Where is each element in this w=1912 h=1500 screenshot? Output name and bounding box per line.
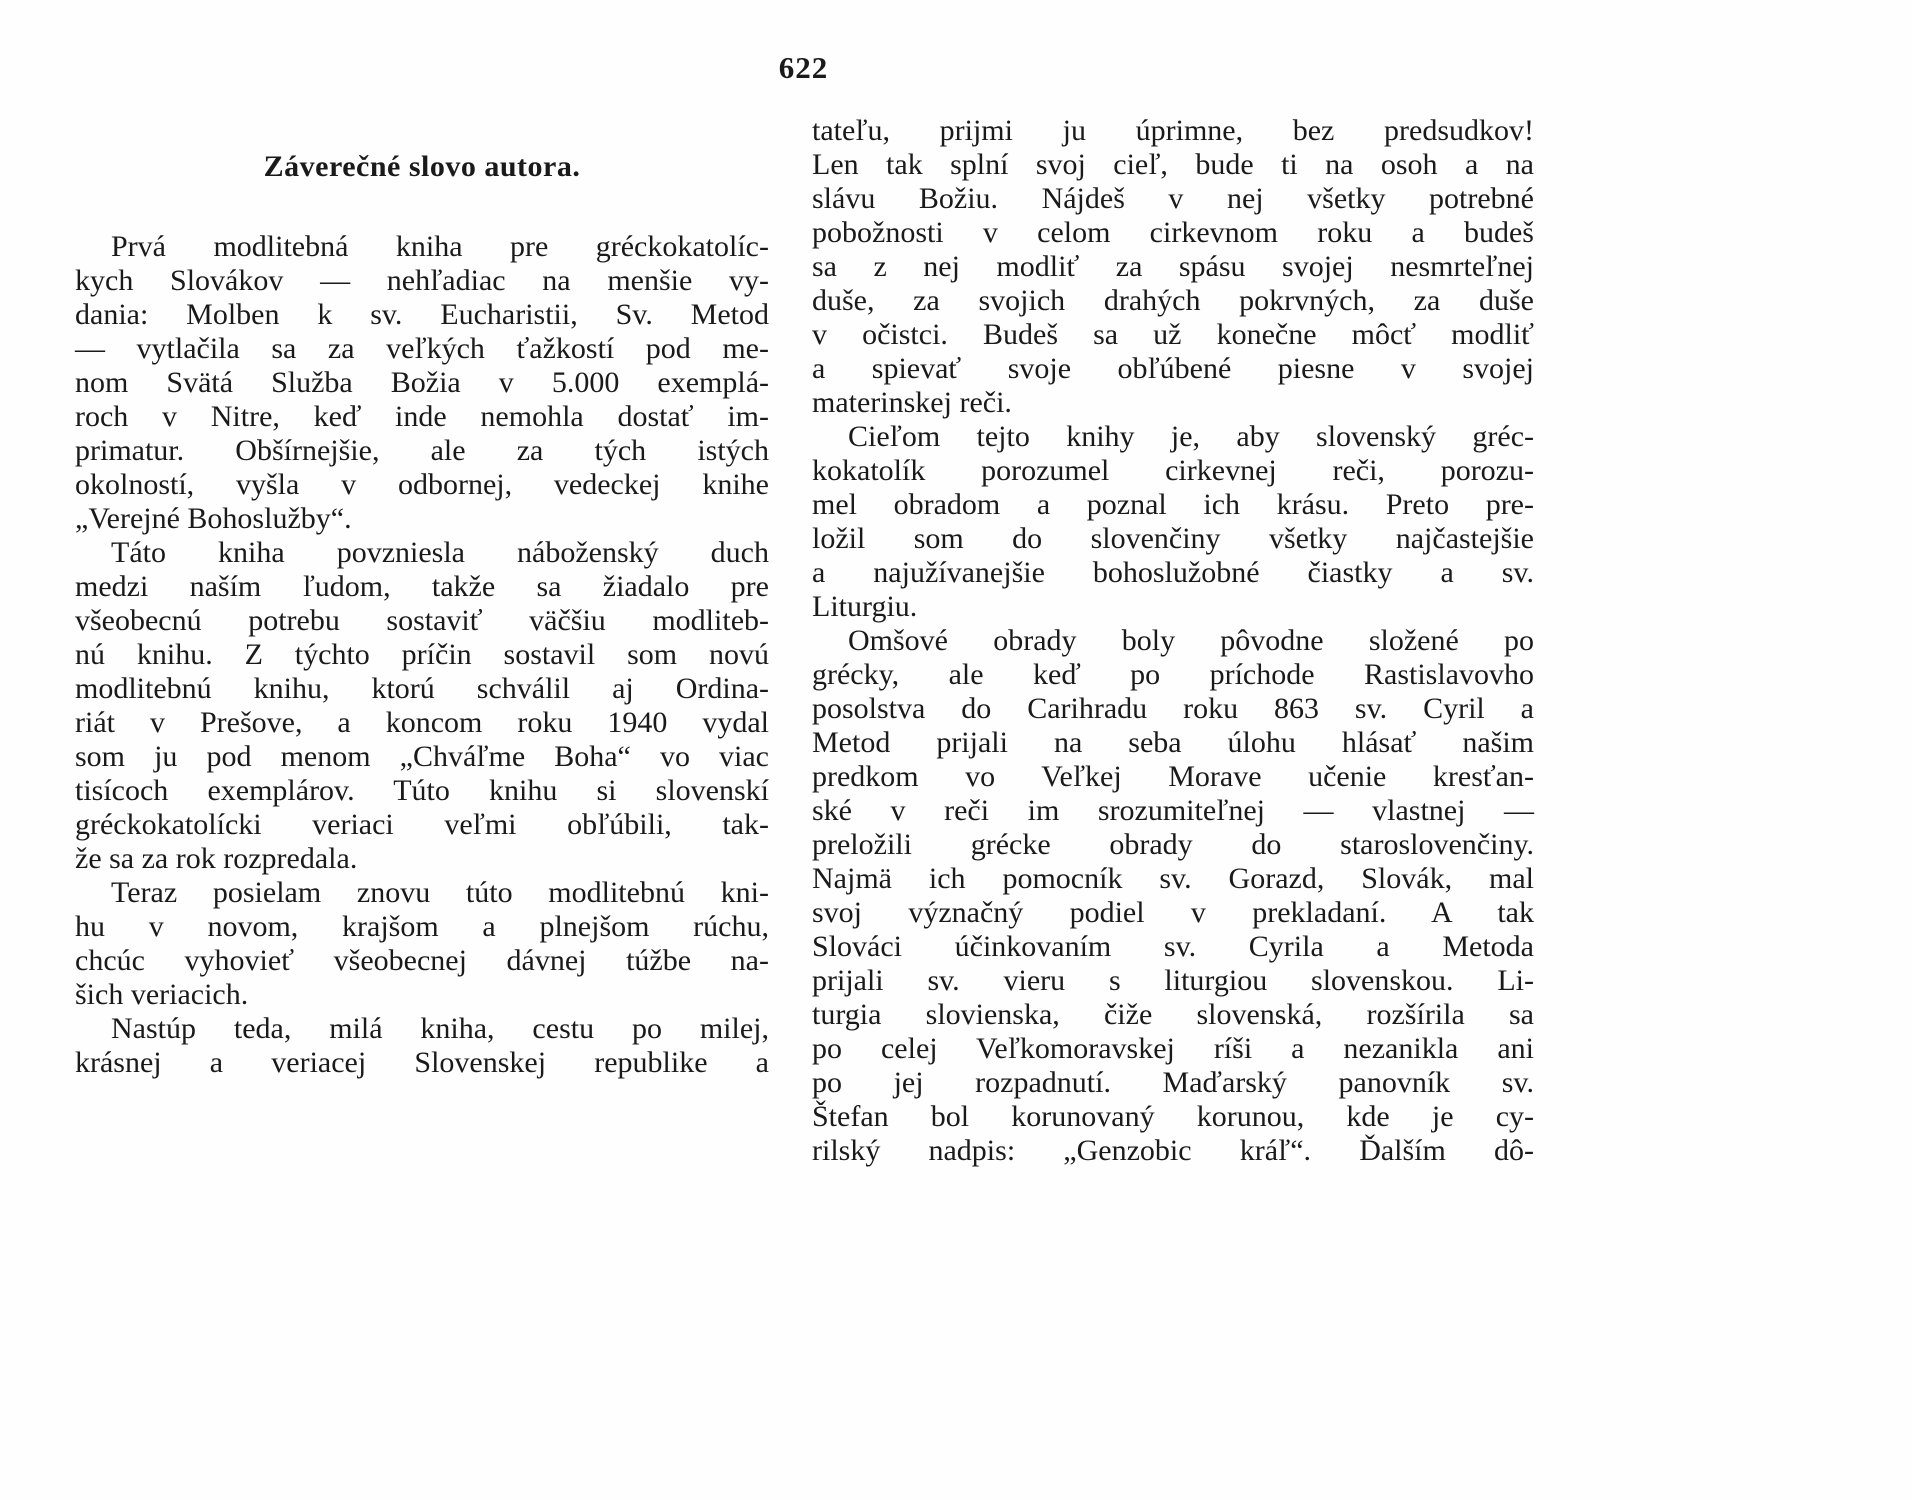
text-line: grécky, ale keď po príchode Rastislavovho (812, 658, 1534, 691)
text-line: Táto kniha povzniesla náboženský duch (111, 536, 769, 569)
text-line: prijali sv. vieru s liturgiou slovenskou. Li- (812, 964, 1534, 997)
text-line: sa z nej modliť za spásu svojej nesmrteľnej (812, 250, 1534, 283)
text-line: Len tak splní svoj cieľ, bude ti na osoh a na (812, 148, 1534, 181)
text-line: riát v Prešove, a koncom roku 1940 vydal (75, 706, 769, 739)
paragraph (75, 1012, 769, 1080)
text-line: že sa za rok rozpredala. (75, 842, 358, 875)
text-line: predkom vo Veľkej Morave učenie kresťan- (812, 760, 1534, 793)
text-line: som ju pod menom „Chváľme Boha“ vo viac (75, 740, 769, 773)
text-line: „Verejné Bohoslužby“. (75, 502, 352, 535)
text-line: primatur. Obšírnejšie, ale za tých istých (75, 434, 769, 467)
text-line: Metod prijali na seba úlohu hlásať našim (812, 726, 1534, 759)
text-line: materinskej reči. (812, 386, 1012, 419)
text-line: kych Slovákov — nehľadiac na menšie vy- (75, 264, 769, 297)
text-line: Prvá modlitebná kniha pre gréckokatolíc- (111, 230, 769, 263)
right-column (812, 114, 1534, 1168)
text-line: tisícoch exemplárov. Túto knihu si slovenskí (75, 774, 769, 807)
text-line: tateľu, prijmi ju úprimne, bez predsudkov! (812, 114, 1534, 147)
text-line: Najmä ich pomocník sv. Gorazd, Slovák, mal (812, 862, 1534, 895)
text-line: okolností, vyšla v odbornej, vedeckej knihe (75, 468, 769, 501)
text-line: medzi naším ľudom, takže sa žiadalo pre (75, 570, 769, 603)
paragraph (75, 230, 769, 536)
text-line: chcúc vyhovieť všeobecnej dávnej túžbe na- (75, 944, 769, 977)
text-line: šich veriacich. (75, 978, 249, 1011)
paragraph (75, 876, 769, 1012)
text-line: Slováci účinkovaním sv. Cyrila a Metoda (812, 930, 1534, 963)
section-heading: Záverečné slovo autora. (263, 150, 581, 183)
page-number: 622 (778, 50, 829, 85)
text-line: slávu Božiu. Nájdeš v nej všetky potrebné (812, 182, 1534, 215)
text-line: modlitebnú knihu, ktorú schválil aj Ordina- (75, 672, 769, 705)
left-column (75, 150, 769, 1080)
text-line: nom Svätá Služba Božia v 5.000 exemplá- (75, 366, 769, 399)
text-line: a spievať svoje obľúbené piesne v svojej (812, 352, 1534, 385)
text-line: ské v reči im srozumiteľnej — vlastnej — (812, 794, 1534, 827)
text-line: Nastúp teda, milá kniha, cestu po milej, (111, 1012, 769, 1045)
paragraph (812, 420, 1534, 624)
text-line: kokatolík porozumel cirkevnej reči, porozu- (812, 454, 1534, 487)
text-line: duše, za svojich drahých pokrvných, za duše (812, 284, 1534, 317)
text-line: Liturgiu. (812, 590, 918, 623)
text-line: gréckokatolícki veriaci veľmi obľúbili, tak- (75, 808, 769, 841)
text-line: všeobecnú potrebu sostaviť väčšiu modliteb- (75, 604, 769, 637)
text-line: rilský nadpis: „Genzobic kráľ“. Ďalším dô- (812, 1134, 1534, 1167)
text-line: v očistci. Budeš sa už konečne môcť modliť (812, 318, 1534, 351)
text-line: posolstva do Carihradu roku 863 sv. Cyril a (812, 692, 1534, 725)
text-line: krásnej a veriacej Slovenskej republike a (75, 1046, 769, 1079)
paragraph (812, 114, 1534, 420)
text-line: preložili grécke obrady do staroslovenčiny. (812, 828, 1534, 861)
text-line: a najužívanejšie bohoslužobné čiastky a sv. (812, 556, 1534, 589)
text-line: hu v novom, krajšom a plnejšom rúchu, (75, 910, 769, 943)
text-line: nú knihu. Z týchto príčin sostavil som novú (75, 638, 769, 671)
text-line: roch v Nitre, keď inde nemohla dostať im- (75, 400, 769, 433)
text-line: Cieľom tejto knihy je, aby slovenský gréc- (848, 420, 1534, 453)
text-line: Štefan bol korunovaný korunou, kde je cy- (812, 1100, 1534, 1133)
text-line: svoj význačný podiel v prekladaní. A tak (812, 896, 1534, 929)
text-line: dania: Molben k sv. Eucharistii, Sv. Metod (75, 298, 769, 331)
text-line: Teraz posielam znovu túto modlitebnú kni- (111, 876, 769, 909)
text-line: pobožnosti v celom cirkevnom roku a budeš (812, 216, 1534, 249)
paragraph (812, 624, 1534, 1168)
text-line: turgia slovienska, čiže slovenská, rozšírila sa (812, 998, 1534, 1031)
text-line: po celej Veľkomoravskej ríši a nezanikla ani (812, 1032, 1534, 1065)
text-line: ložil som do slovenčiny všetky najčastejšie (812, 522, 1534, 555)
paragraph (75, 536, 769, 876)
text-line: Omšové obrady boly pôvodne složené po (848, 624, 1534, 657)
text-line: mel obradom a poznal ich krásu. Preto pre- (812, 488, 1534, 521)
text-line: po jej rozpadnutí. Maďarský panovník sv. (812, 1066, 1534, 1099)
text-line: — vytlačila sa za veľkých ťažkostí pod me- (75, 332, 769, 365)
